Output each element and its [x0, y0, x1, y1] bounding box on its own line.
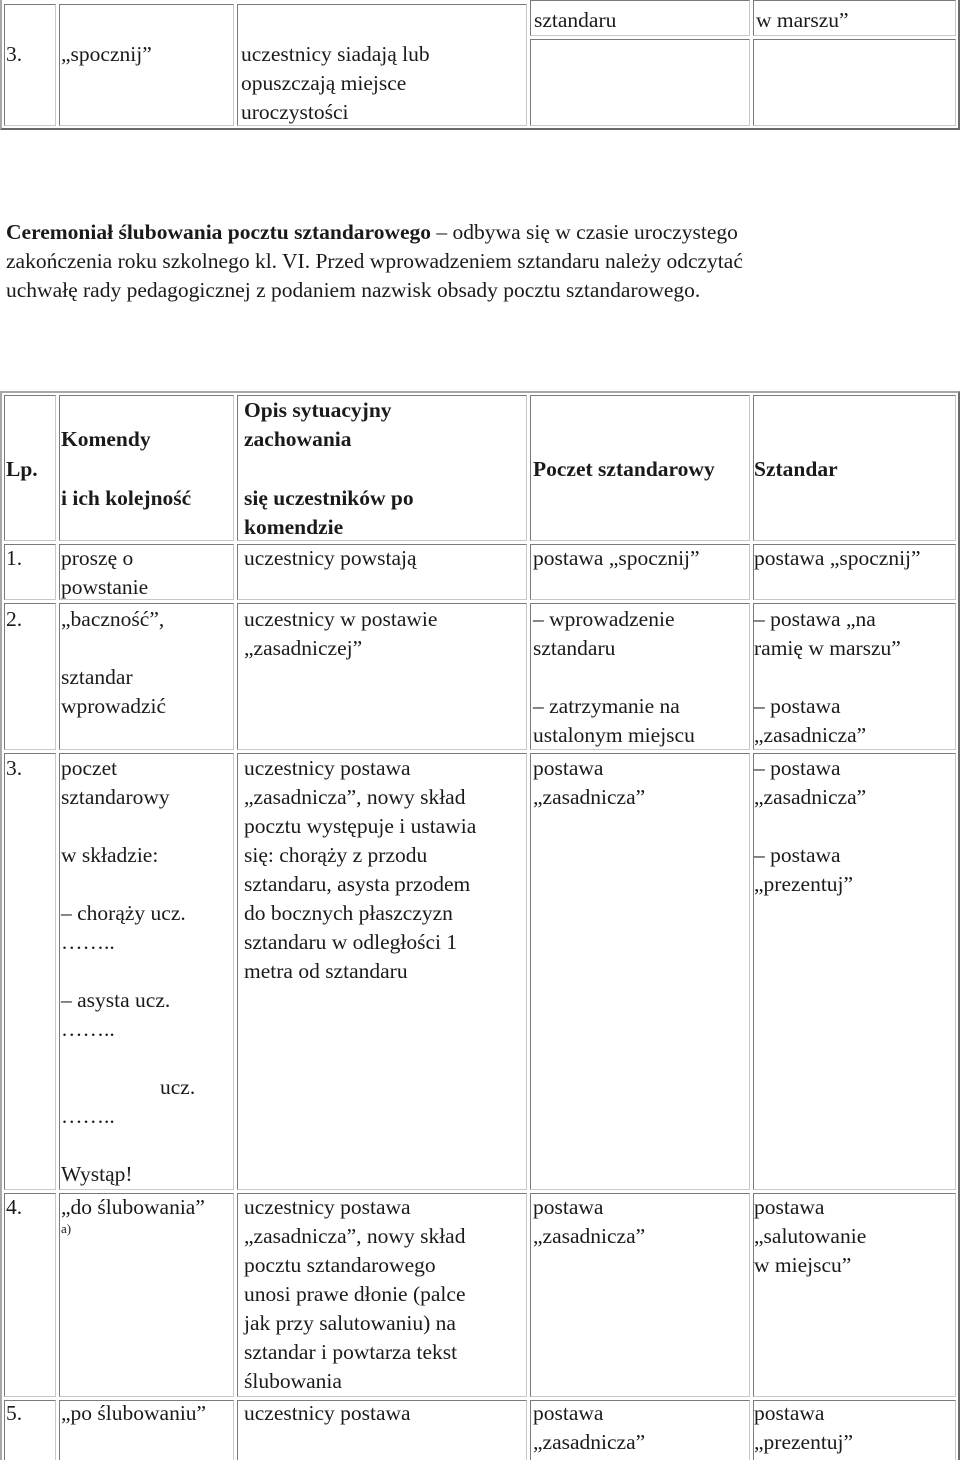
command-text: poczet — [61, 756, 118, 780]
cell-text: „zasadnicza”, nowy skład — [244, 1224, 466, 1248]
table-cell — [530, 753, 750, 1190]
header-opis: zachowania — [244, 427, 352, 451]
command-text: Wystąp! — [61, 1162, 133, 1186]
cell-text: uczestnicy powstają — [244, 546, 417, 570]
row-number: 3. — [6, 42, 23, 66]
table-cell — [530, 39, 750, 126]
table-cell — [753, 753, 956, 1190]
header-komendy: Komendy — [61, 427, 151, 451]
row-number: 4. — [6, 1195, 23, 1219]
command-text: wprowadzić — [61, 694, 167, 718]
cell-text: „zasadnicza” — [754, 785, 867, 809]
cell-text: – postawa — [754, 843, 841, 867]
cell-text: – zatrzymanie na — [533, 694, 680, 718]
cell-text: – postawa — [754, 756, 841, 780]
header-opis: Opis sytuacyjny — [244, 398, 392, 422]
row-number: 5. — [6, 1401, 23, 1425]
cell-text: „zasadnicza”, nowy skład — [244, 785, 466, 809]
cell-text: się: chorąży z przodu — [244, 843, 428, 867]
cell-text: „zasadnicza” — [533, 785, 646, 809]
cell-text: ramię w marszu” — [754, 636, 901, 660]
cell-text: sztandaru — [533, 636, 616, 660]
cell-text: uczestnicy w postawie — [244, 607, 438, 631]
command-text: …….. — [61, 1104, 115, 1128]
cell-text: ustalonym miejscu — [533, 723, 695, 747]
command-text: „baczność”, — [61, 607, 165, 631]
paragraph-line: zakończenia roku szkolnego kl. VI. Przed wprowadzeniem sztandaru należy odczytać — [6, 249, 743, 273]
header-kolejnosc: i ich kolejność — [61, 486, 192, 510]
footnote-marker: a) — [61, 1221, 72, 1236]
header-poczet: Poczet sztandarowy — [533, 457, 715, 481]
command-text: sztandar — [61, 665, 133, 689]
command-text: …….. — [61, 930, 115, 954]
cell-text: uroczystości — [241, 100, 349, 124]
cell-text: „prezentuj” — [754, 872, 854, 896]
header-opis: komendzie — [244, 515, 344, 539]
command-text: w składzie: — [61, 843, 159, 867]
cell-text: jak przy salutowaniu) na — [244, 1311, 456, 1335]
cell-text: w miejscu” — [754, 1253, 852, 1277]
command-text: proszę o — [61, 546, 134, 570]
cell-text: uczestnicy postawa — [244, 1401, 411, 1425]
cell-text: w marszu” — [756, 8, 849, 32]
command-text: powstanie — [61, 575, 149, 599]
row-number: 1. — [6, 546, 23, 570]
cell-text: „zasadnicza” — [533, 1430, 646, 1454]
cell-text: sztandaru, asysta przodem — [244, 872, 471, 896]
table-header-cell — [59, 395, 234, 541]
cell-text: unosi prawe dłonie (palce — [244, 1282, 466, 1306]
cell-text: postawa — [533, 756, 604, 780]
cell-text: – postawa — [754, 694, 841, 718]
cell-text: „salutowanie — [754, 1224, 867, 1248]
row-number: 3. — [6, 756, 23, 780]
cell-text: pocztu sztandarowego — [244, 1253, 436, 1277]
command-text: …….. — [61, 1017, 115, 1041]
table-cell — [753, 39, 956, 126]
table-cell — [4, 1193, 56, 1397]
cell-text: sztandaru — [534, 8, 617, 32]
command-text: sztandarowy — [61, 785, 170, 809]
cell-text: opuszczają miejsce — [241, 71, 407, 95]
cell-text: postawa „spocznij” — [533, 546, 700, 570]
table-cell — [4, 753, 56, 1190]
header-sztandar: Sztandar — [754, 457, 838, 481]
cell-text: do bocznych płaszczyzn — [244, 901, 453, 925]
cell-text: „zasadniczej” — [244, 636, 363, 660]
header-opis: się uczestników po — [244, 486, 414, 510]
cell-text: sztandaru w odległości 1 — [244, 930, 458, 954]
command-text: ucz. — [160, 1075, 196, 1099]
cell-text: sztandar i powtarza tekst — [244, 1340, 458, 1364]
cell-text: postawa „spocznij” — [754, 546, 921, 570]
cell-text: „zasadnicza” — [754, 723, 867, 747]
cell-text: pocztu występuje i ustawia — [244, 814, 477, 838]
cell-text: postawa — [754, 1401, 825, 1425]
paragraph-line: uchwałę rady pedagogicznej z podaniem nazwisk obsady pocztu sztandarowego. — [6, 278, 701, 302]
command-text: „spocznij” — [61, 42, 152, 66]
cell-text: – postawa „na — [754, 607, 876, 631]
paragraph-line — [6, 218, 738, 247]
cell-text: „zasadnicza” — [533, 1224, 646, 1248]
paragraph-text: – odbywa się w czasie uroczystego — [431, 220, 738, 244]
table-cell — [59, 1193, 234, 1397]
cell-text: postawa — [533, 1195, 604, 1219]
cell-text: postawa — [533, 1401, 604, 1425]
cell-text: uczestnicy siadają lub — [241, 42, 430, 66]
command-text: „do ślubowania” — [61, 1195, 205, 1219]
cell-text: metra od sztandaru — [244, 959, 408, 983]
paragraph-bold-lead: Ceremoniał ślubowania pocztu sztandarowego — [6, 220, 432, 244]
cell-text: ślubowania — [244, 1369, 342, 1393]
cell-text: uczestnicy postawa — [244, 756, 411, 780]
row-number: 2. — [6, 607, 23, 631]
command-text: – asysta ucz. — [61, 988, 171, 1012]
cell-text: – wprowadzenie — [533, 607, 675, 631]
cell-text: uczestnicy postawa — [244, 1195, 411, 1219]
header-lp: Lp. — [6, 457, 38, 481]
command-text: – chorąży ucz. — [61, 901, 186, 925]
cell-text: „prezentuj” — [754, 1430, 854, 1454]
cell-text: postawa — [754, 1195, 825, 1219]
command-text: „po ślubowaniu” — [61, 1401, 207, 1425]
